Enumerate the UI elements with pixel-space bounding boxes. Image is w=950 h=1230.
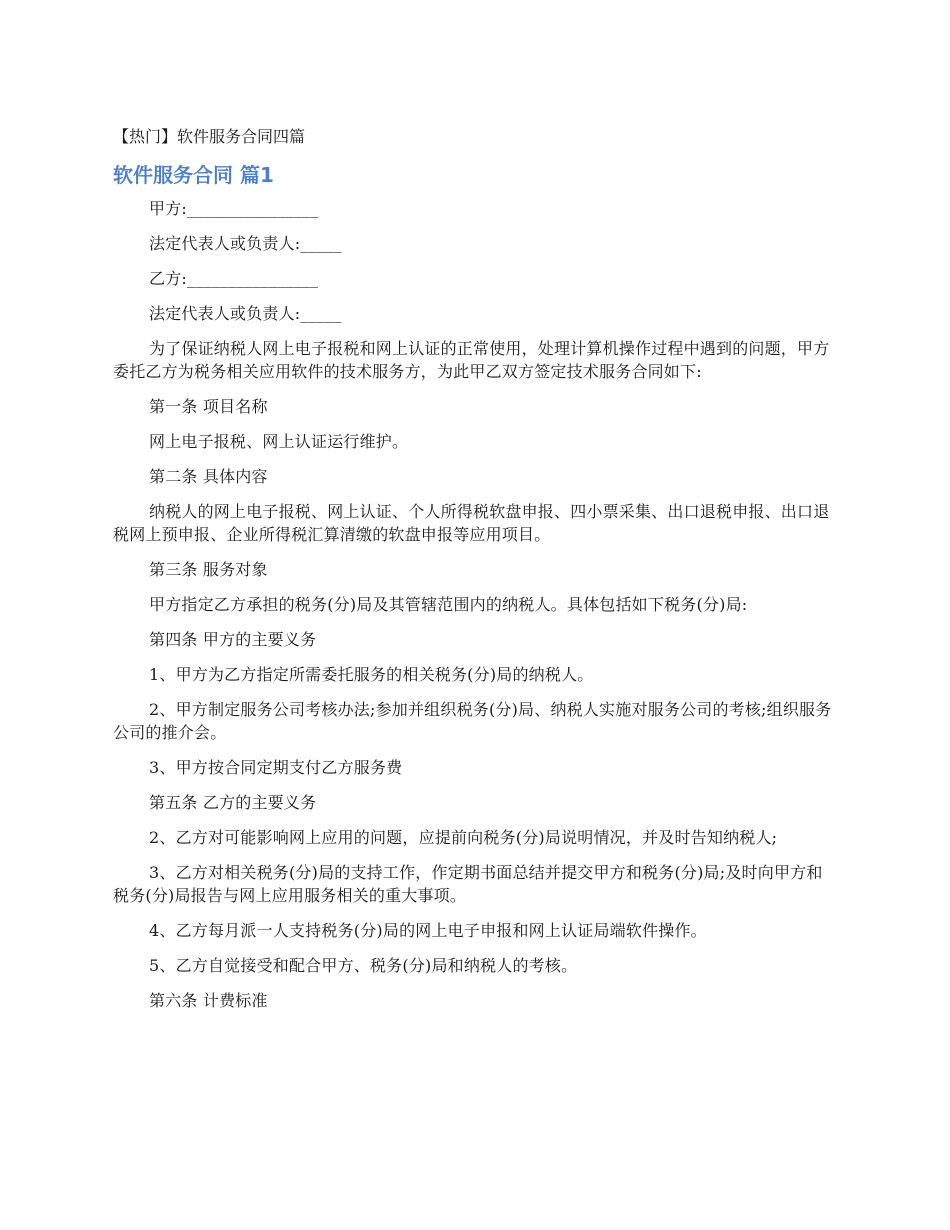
article-5-heading: 第五条 乙方的主要义务 bbox=[149, 793, 317, 812]
article-1-body: 网上电子报税、网上认证运行维护。 bbox=[149, 432, 409, 451]
document-title: 【热门】软件服务合同四篇 bbox=[113, 127, 306, 146]
article-3-body: 甲方指定乙方承担的税务(分)局及其管辖范围内的纳税人。具体包括如下税务(分)局: bbox=[149, 595, 748, 614]
article-4-item-3: 3、甲方按合同定期支付乙方服务费 bbox=[149, 758, 403, 777]
article-1-heading: 第一条 项目名称 bbox=[149, 397, 268, 416]
article-5-item-3: 3、乙方对相关税务(分)局的支持工作，作定期书面总结并提交甲方和税务(分)局;及时向甲方和税务(分)局报告与网上应用服务相关的重大事项。 bbox=[113, 863, 823, 905]
article-2-heading: 第二条 具体内容 bbox=[149, 467, 268, 486]
article-5-item-4: 4、乙方每月派一人支持税务(分)局的网上电子申报和网上认证局端软件操作。 bbox=[149, 921, 707, 940]
article-3-heading: 第三条 服务对象 bbox=[149, 560, 268, 579]
article-6-heading: 第六条 计费标准 bbox=[149, 991, 268, 1010]
article-4-item-1: 1、甲方为乙方指定所需委托服务的相关税务(分)局的纳税人。 bbox=[149, 665, 594, 684]
party-a-line: 甲方:________________ bbox=[149, 199, 319, 218]
section-heading: 软件服务合同 篇1 bbox=[113, 163, 274, 187]
party-b-representative-line: 法定代表人或负责人:_____ bbox=[149, 304, 342, 323]
article-5-item-2: 2、乙方对可能影响网上应用的问题，应提前向税务(分)局说明情况，并及时告知纳税人; bbox=[149, 828, 778, 847]
party-a-representative-line: 法定代表人或负责人:_____ bbox=[149, 234, 342, 253]
article-4-heading: 第四条 甲方的主要义务 bbox=[149, 630, 317, 649]
article-5-item-5: 5、乙方自觉接受和配合甲方、税务(分)局和纳税人的考核。 bbox=[149, 956, 578, 975]
article-4-item-2: 2、甲方制定服务公司考核办法;参加并组织税务(分)局、纳税人实施对服务公司的考核;组织服务公司的推介会。 bbox=[113, 700, 832, 742]
preamble-paragraph: 为了保证纳税人网上电子报税和网上认证的正常使用，处理计算机操作过程中遇到的问题，甲方委托乙方为税务相关应用软件的技术服务方，为此甲乙双方签定技术服务合同如下: bbox=[113, 339, 830, 381]
article-2-body: 纳税人的网上电子报税、网上认证、个人所得税软盘申报、四小票采集、出口退税申报、出口退税网上预申报、企业所得税汇算清缴的软盘申报等应用项目。 bbox=[113, 502, 830, 544]
party-b-line: 乙方:________________ bbox=[149, 269, 319, 288]
